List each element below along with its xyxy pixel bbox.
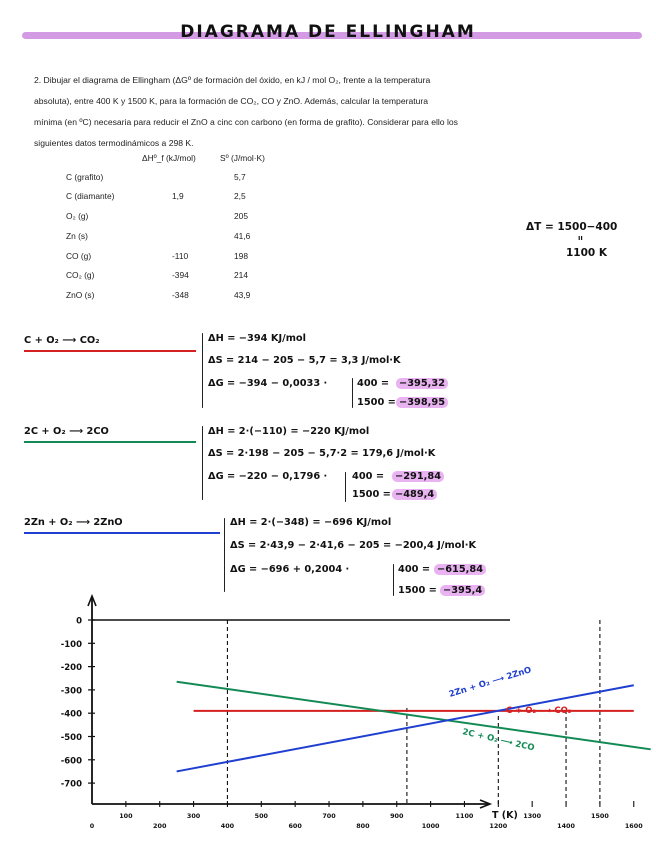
- table-s: 205: [234, 211, 248, 221]
- y-tick-label: -700: [60, 779, 82, 790]
- series-label-2: 2C + O₂ ⟶ 2CO: [461, 727, 536, 754]
- table-species: Zn (s): [66, 231, 88, 241]
- reaction-3-t1-label: 400 =: [398, 564, 431, 575]
- side-note-line3: 1100 K: [566, 247, 608, 259]
- reaction-1-equation: C + O₂ ⟶ CO₂: [24, 335, 100, 346]
- x-tick-label: 1600: [624, 822, 643, 830]
- y-tick-label: -500: [60, 733, 82, 743]
- table-s: 198: [234, 251, 248, 261]
- reaction-2-t2-value: −489,4: [392, 489, 437, 500]
- x-tick-label: 1300: [523, 812, 542, 820]
- x-tick-label: 900: [390, 812, 404, 820]
- reaction-3-dh: ΔH = 2·(−348) = −696 KJ/mol: [230, 517, 392, 528]
- reaction-3-dg: ΔG = −696 + 0,2004 ·: [230, 564, 350, 575]
- reaction-2-equation: 2C + O₂ ⟶ 2CO: [24, 426, 109, 437]
- x-tick-label: 600: [288, 822, 302, 830]
- y-tick-label: -400: [60, 709, 82, 720]
- x-tick-label: 1500: [591, 812, 609, 820]
- table-species: ZnO (s): [66, 290, 95, 300]
- table-dh: -110: [172, 251, 189, 261]
- series-line-2: [177, 682, 651, 750]
- reaction-2-t1-value: −291,84: [392, 471, 444, 482]
- reaction-3-equation: 2Zn + O₂ ⟶ 2ZnO: [24, 517, 123, 528]
- x-axis-label: T (K): [492, 810, 518, 821]
- table-species: C (diamante): [66, 191, 115, 201]
- x-tick-label: 1200: [489, 822, 508, 830]
- reaction-2-dg: ΔG = −220 − 0,1796 ·: [208, 471, 328, 482]
- table-dh: -394: [172, 270, 189, 280]
- x-tick-label: 1400: [557, 822, 575, 830]
- reaction-1-t1-label: 400 =: [357, 378, 390, 389]
- reaction-1-t1-value: −395,32: [396, 378, 448, 389]
- reaction-3-ds: ΔS = 2·43,9 − 2·41,6 − 205 = −200,4 J/mol·K: [230, 540, 477, 551]
- table-dh: -348: [172, 290, 189, 300]
- side-note-line2: ıı: [578, 234, 583, 242]
- table-header-s: Sº (J/mol·K): [220, 153, 265, 163]
- x-tick-label: 800: [356, 822, 370, 830]
- x-tick-label: 1000: [421, 822, 440, 830]
- y-tick-label: -300: [60, 686, 82, 697]
- reaction-3-t2-value: −395,4: [440, 585, 485, 596]
- y-tick-label: -600: [60, 756, 82, 767]
- reaction-1-t2-label: 1500 =: [357, 397, 396, 408]
- y-tick-label: -200: [60, 663, 82, 674]
- reaction-1-dg: ΔG = −394 − 0,0033 ·: [208, 378, 328, 389]
- reaction-3-t2-label: 1500 =: [398, 585, 437, 596]
- reaction-2-t2-label: 1500 =: [352, 489, 391, 500]
- reaction-2-ds: ΔS = 2·198 − 205 − 5,7·2 = 179,6 J/mol·K: [208, 448, 436, 459]
- page-title: DIAGRAMA DE ELLINGHAM: [180, 22, 476, 42]
- series-line-3: [177, 685, 634, 771]
- side-note-line1: ΔT = 1500−400: [526, 221, 618, 233]
- series-label-1: C + O₂ ⟶ CO₂: [506, 706, 572, 716]
- series-label-3: 2Zn + O₂ ⟶ 2ZnO: [447, 665, 533, 700]
- table-s: 214: [234, 270, 248, 280]
- table-species: CO₂ (g): [66, 270, 95, 280]
- reaction-3-t1-value: −615,84: [434, 564, 486, 575]
- y-tick-label: 0: [76, 616, 82, 627]
- reaction-1-dh: ΔH = −394 KJ/mol: [208, 333, 306, 344]
- table-s: 5,7: [234, 172, 246, 182]
- table-species: C (grafito): [66, 172, 104, 182]
- x-tick-label: 0: [89, 822, 95, 830]
- y-tick-label: -100: [60, 639, 82, 650]
- x-tick-label: 700: [322, 812, 336, 820]
- table-s: 2,5: [234, 191, 246, 201]
- table-species: CO (g): [66, 251, 92, 261]
- table-header-dh: ΔHº_f (kJ/mol): [142, 153, 196, 163]
- reaction-1-ds: ΔS = 214 − 205 − 5,7 = 3,3 J/mol·K: [208, 355, 401, 366]
- x-tick-label: 400: [220, 822, 235, 830]
- reaction-1-t2-value: −398,95: [396, 397, 448, 408]
- x-tick-label: 1100: [455, 812, 474, 820]
- x-tick-label: 300: [186, 812, 201, 820]
- table-dh: 1,9: [172, 191, 184, 201]
- table-s: 43,9: [234, 290, 251, 300]
- x-tick-label: 200: [153, 822, 167, 830]
- x-tick-label: 100: [119, 812, 133, 820]
- x-tick-label: 500: [254, 812, 268, 820]
- reaction-2-t1-label: 400 =: [352, 471, 385, 482]
- problem-statement: 2. Dibujar el diagrama de Ellingham (ΔGº de formación del óxido, en kJ / mol O₂, frente a la temperatura absoluta), entre 400 K y 1500 K, para la formación de CO₂, CO y ZnO. Además, calcular la temperatura mínima (en ºC) necesaria para reducir el ZnO a cinc con carbono (en forma de grafito). Considerar para ello los siguientes datos termodinámicos a 298 K.: [34, 75, 458, 148]
- table-s: 41,6: [234, 231, 251, 241]
- reaction-2-dh: ΔH = 2·(−110) = −220 KJ/mol: [208, 426, 370, 437]
- table-species: O₂ (g): [66, 211, 89, 221]
